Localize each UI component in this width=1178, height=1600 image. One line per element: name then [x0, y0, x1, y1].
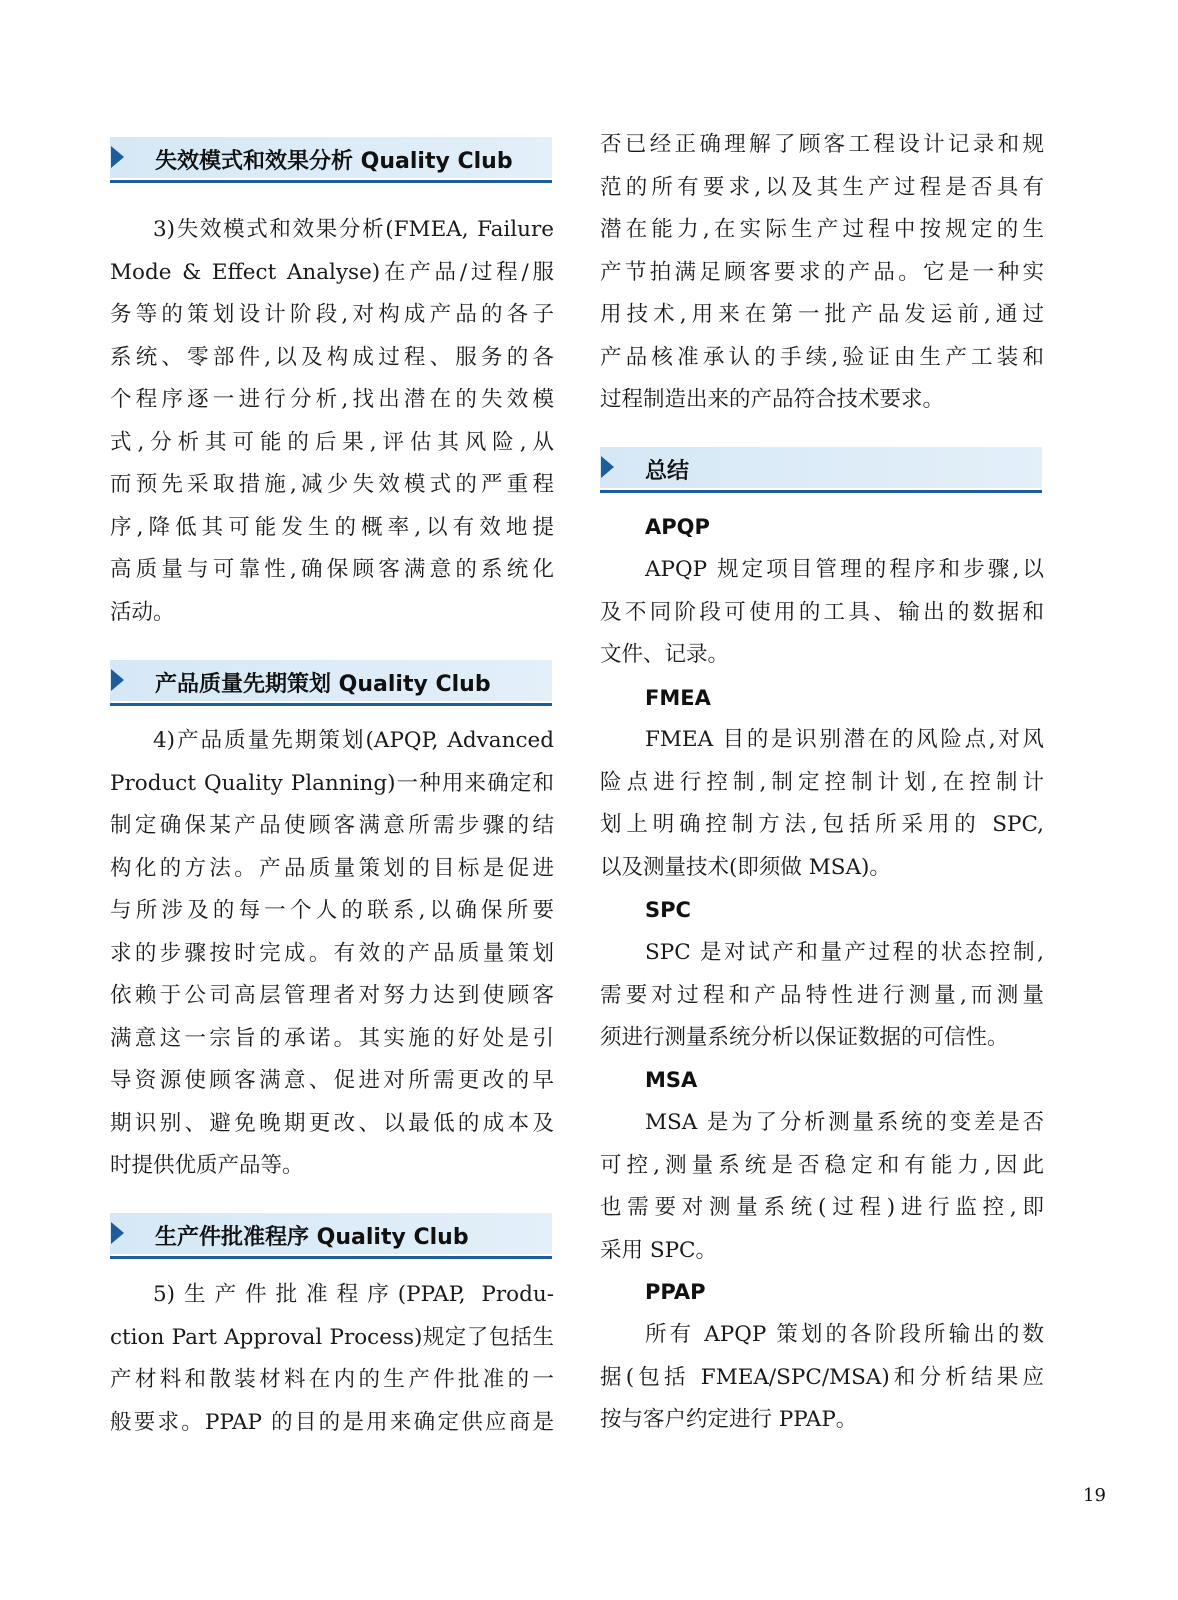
text-line: 潜在能力,在实际生产过程中按规定的生 [600, 217, 1044, 242]
text-line: 4)产品质量先期策划(APQP, Advanced [153, 728, 554, 753]
text-line: 系统、零部件,以及构成过程、服务的各 [110, 344, 554, 370]
text-line: 产品核准承认的手续,验证由生产工装和 [600, 344, 1044, 370]
text-line: 产材料和散装材料在内的生产件批准的一 [110, 1367, 554, 1392]
section-heading-apqp [110, 660, 552, 706]
text-line: 5)生产件批准程序(PPAP, Produ- [153, 1282, 554, 1307]
text-line: 3)失效模式和效果分析(FMEA, Failure [153, 217, 554, 242]
text-line: 满意这一宗旨的承诺。其实施的好处是引 [110, 1025, 554, 1051]
text-line: 时提供优质产品等。 [110, 1153, 304, 1178]
text-line: 构化的方法。产品质量策划的目标是促进 [110, 855, 554, 881]
section-heading-ppap [110, 1213, 552, 1259]
text-line: Product Quality Planning)一种用来确定和 [110, 770, 554, 796]
section-title: 总结 [645, 459, 690, 484]
text-line: ction Part Approval Process)规定了包括生 [110, 1324, 554, 1350]
text-line: 可控,测量系统是否稳定和有能力,因此 [600, 1152, 1044, 1178]
text-line: 制定确保某产品使顾客满意所需步骤的结 [110, 813, 554, 838]
text-line: 也需要对测量系统(过程)进行监控,即 [600, 1195, 1044, 1220]
section-heading-fmea [110, 137, 552, 183]
triangle-bullet-icon [111, 1222, 124, 1244]
text-line: 而预先采取措施,减少失效模式的严重程 [110, 472, 554, 497]
triangle-bullet-icon [601, 456, 614, 478]
text-line: Mode & Effect Analyse)在产品/过程/服 [110, 259, 554, 285]
heading-rule [110, 1256, 552, 1259]
page-number: 19 [1083, 1485, 1106, 1506]
text-line: 高质量与可靠性,确保顾客满意的系统化 [110, 557, 554, 582]
text-line: 据(包括 FMEA/SPC/MSA)和分析结果应 [600, 1364, 1044, 1390]
text-line: 划上明确控制方法,包括所采用的 SPC, [600, 812, 1044, 837]
text-line: APQP 规定项目管理的程序和步骤,以 [645, 557, 1044, 582]
triangle-bullet-icon [111, 669, 124, 691]
text-line: 范的所有要求,以及其生产过程是否具有 [600, 174, 1044, 200]
text-line: 式,分析其可能的后果,评估其风险,从 [110, 429, 554, 455]
text-line: 按与客户约定进行 PPAP。 [600, 1407, 858, 1432]
heading-rule [110, 180, 552, 183]
paragraph-summary-ppap [600, 1314, 1044, 1442]
text-line: 与所涉及的每一个人的联系,以确保所要 [110, 898, 554, 923]
text-line: 以及测量技术(即须做 MSA)。 [600, 854, 891, 880]
paragraph-summary-apqp [600, 549, 1044, 677]
text-line: 般要求。PPAP 的目的是用来确定供应商是 [110, 1409, 554, 1435]
text-line: 序,降低其可能发生的概率,以有效地提 [110, 514, 554, 540]
text-line: 所有 APQP 策划的各阶段所输出的数 [645, 1322, 1044, 1347]
paragraph-ppap-continued [600, 124, 1044, 422]
text-line: 期识别、避免晚期更改、以最低的成本及 [110, 1110, 554, 1136]
subheading-apqp: APQP [645, 515, 710, 539]
subheading-msa: MSA [645, 1068, 698, 1092]
paragraph-summary-msa [600, 1102, 1044, 1272]
text-line: MSA 是为了分析测量系统的变差是否 [645, 1110, 1044, 1135]
text-line: 文件、记录。 [600, 642, 730, 667]
text-line: FMEA 目的是识别潜在的风险点,对风 [645, 727, 1044, 752]
section-heading-summary [600, 447, 1042, 493]
paragraph-apqp [110, 720, 554, 1188]
paragraph-ppap [110, 1274, 554, 1444]
subheading-fmea: FMEA [645, 686, 711, 710]
text-line: 用技术,用来在第一批产品发运前,通过 [600, 302, 1044, 327]
text-line: 产节拍满足顾客要求的产品。它是一种实 [600, 259, 1044, 285]
text-line: 务等的策划设计阶段,对构成产品的各子 [110, 302, 554, 327]
paragraph-summary-fmea [600, 719, 1044, 889]
text-line: 导资源使顾客满意、促进对所需更改的早 [110, 1068, 554, 1093]
section-title: 失效模式和效果分析 Quality Club [155, 149, 513, 174]
text-line: 否已经正确理解了顾客工程设计记录和规 [600, 132, 1044, 157]
paragraph-fmea [110, 209, 554, 634]
text-line: 需要对过程和产品特性进行测量,而测量 [600, 982, 1044, 1008]
text-line: 活动。 [110, 599, 175, 625]
subheading-ppap: PPAP [645, 1280, 706, 1304]
text-line: 求的步骤按时完成。有效的产品质量策划 [110, 940, 554, 966]
subheading-spc: SPC [645, 898, 691, 922]
heading-rule [110, 703, 552, 706]
text-line: SPC 是对试产和量产过程的状态控制, [645, 940, 1044, 965]
text-line: 个程序逐一进行分析,找出潜在的失效模 [110, 387, 554, 412]
text-line: 过程制造出来的产品符合技术要求。 [600, 387, 945, 412]
text-line: 依赖于公司高层管理者对努力达到使顾客 [110, 983, 554, 1008]
text-line: 及不同阶段可使用的工具、输出的数据和 [600, 599, 1044, 625]
section-title: 生产件批准程序 Quality Club [155, 1225, 469, 1250]
section-title: 产品质量先期策划 Quality Club [155, 672, 491, 697]
text-line: 险点进行控制,制定控制计划,在控制计 [600, 769, 1044, 795]
triangle-bullet-icon [111, 146, 124, 168]
heading-rule [600, 490, 1042, 493]
text-line: 须进行测量系统分析以保证数据的可信性。 [600, 1025, 1009, 1050]
text-line: 采用 SPC。 [600, 1237, 717, 1263]
paragraph-summary-spc [600, 932, 1044, 1060]
